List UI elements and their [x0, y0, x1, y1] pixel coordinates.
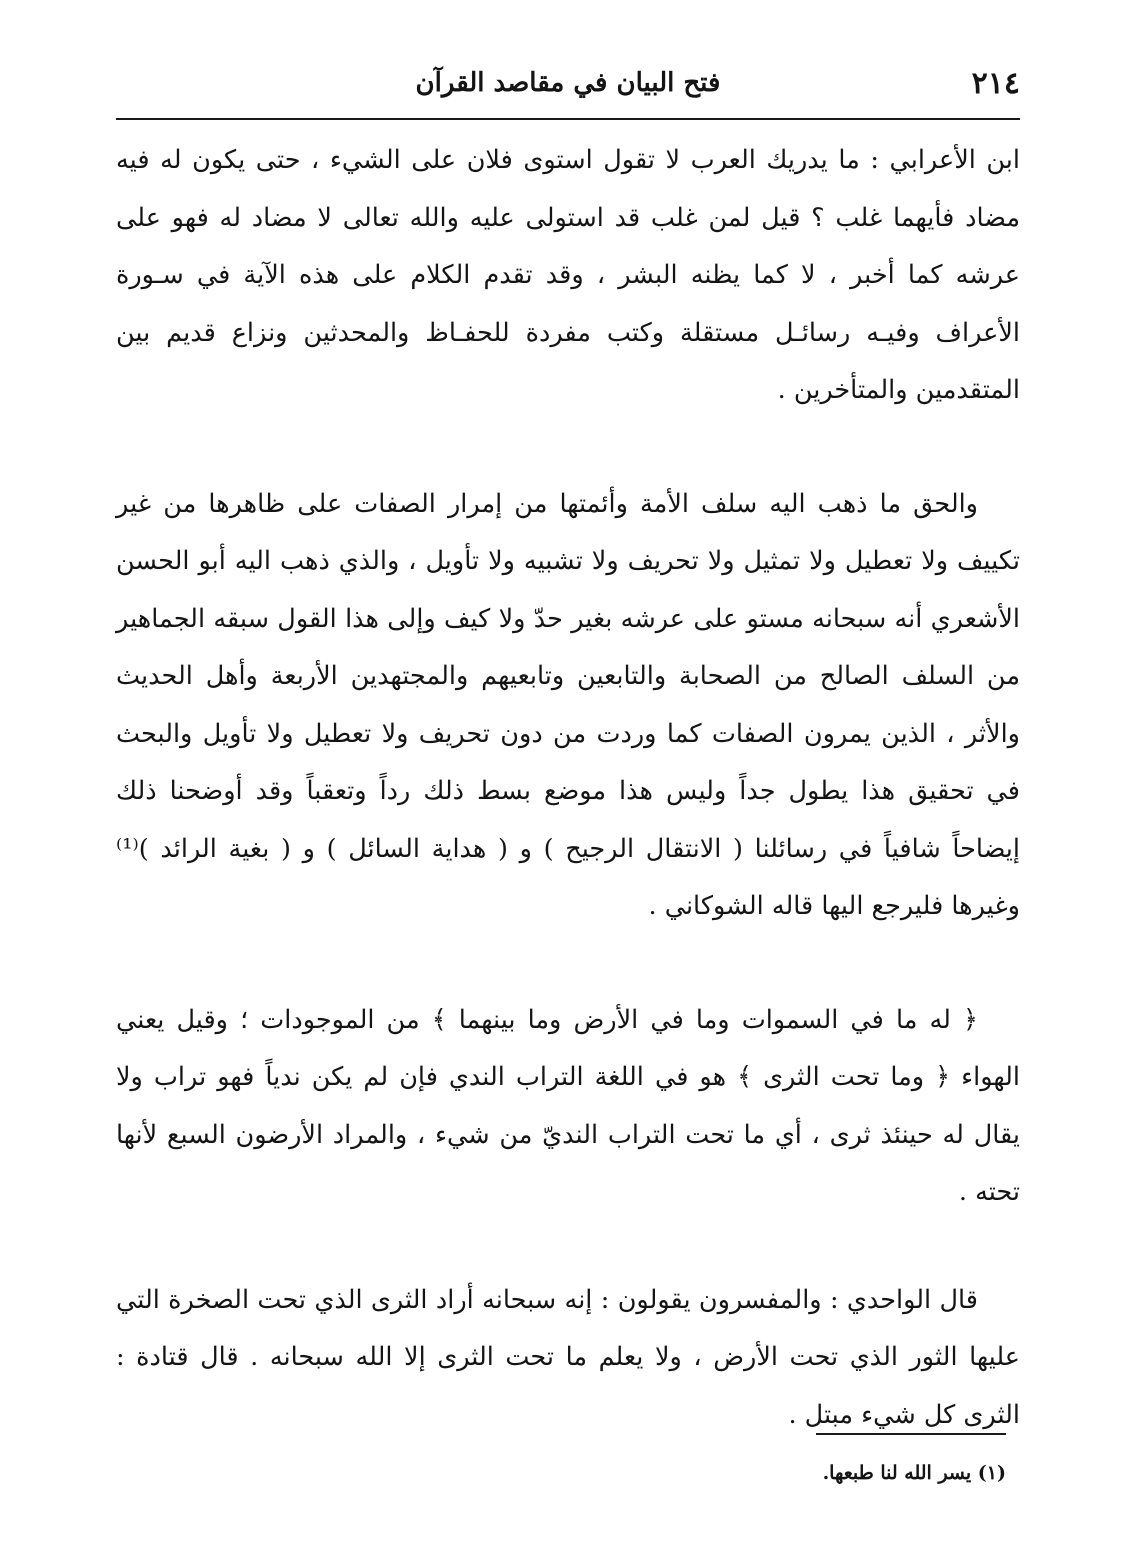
page-number: ٢١٤	[971, 66, 1020, 101]
paragraph-3: ﴿ له ما في السموات وما في الأرض وما بينهما ﴾ من الموجودات ؛ وقيل يعني الهواء ﴿ وما تحت الثرى ﴾ هو في اللغة التراب الندي فإن لم يكن ندياً فهو تراب ولا يقال له حينئذ ثرى ، أي ما تحت التراب النديّ من شيء ، والمراد الأرضون السبع لأنها تحته .	[116, 1004, 1020, 1207]
footnote: (١) يسر الله لنا طبعها.	[822, 1462, 1006, 1484]
paragraph-spacer	[116, 936, 1020, 992]
header-rule	[116, 118, 1020, 120]
paragraph-spacer	[116, 420, 1020, 476]
footnote-rule	[816, 1433, 1006, 1435]
paragraph-1: ابن الأعرابي : ما يدريك العرب لا تقول استوى فلان على الشيء ، حتى يكون له فيه مضاد فأيهما غلب ؟ قيل لمن غلب قد استولى عليه والله تعالى لا مضاد له فهو على عرشه كما أخبر ، لا كما يظنه البشر ، وقد تقدم الكلام على هذه الآية في سـورة الأعراف وفيـه رسائـل مستقلة وكتب مفردة للحفـاظ والمحدثين ونزاع قديم بين المتقدمين والمتأخرين .	[116, 145, 1020, 405]
body-text	[116, 132, 1020, 1444]
paragraph-4: قال الواحدي : والمفسرون يقولون : إنه سبحانه أراد الثرى الذي تحت الصخرة التي عليها الثور الذي تحت الأرض ، ولا يعلم ما تحت الثرى إلا الله سبحانه . قال قتادة : الثرى كل شيء مبتل .	[116, 1284, 1020, 1430]
page-header	[116, 62, 1020, 120]
running-title: فتح البيان في مقاصد القرآن	[415, 68, 721, 98]
paragraph-2: والحق ما ذهب اليه سلف الأمة وأئمتها من إمرار الصفات على ظاهرها من غير تكييف ولا تعطيل ولا تمثيل ولا تحريف ولا تشبيه ولا تأويل ، والذي ذهب اليه أبو الحسن الأشعري أنه سبحانه مستو على عرشه بغير حدّ ولا كيف وإلى هذا القول سبقه الجماهير من السلف الصالح من الصحابة والتابعين وتابعيهم والمجتهدين الأربعة وأهل الحديث والأثر ، الذين يمرون الصفات كما وردت من دون تحريف ولا تعطيل ولا تأويل والبحث في تحقيق هذا يطول جداً وليس هذا موضع بسط ذلك رداً وتعقباً وقد أوضحنا ذلك إيضاحاً شافياً في رسائلنا ( الانتقال الرجيح ) و ( هداية السائل ) و ( بغية الرائد )⁽¹⁾ وغيرها فليرجع اليها قاله الشوكاني .	[116, 488, 1020, 921]
paragraph-spacer	[116, 1222, 1020, 1272]
